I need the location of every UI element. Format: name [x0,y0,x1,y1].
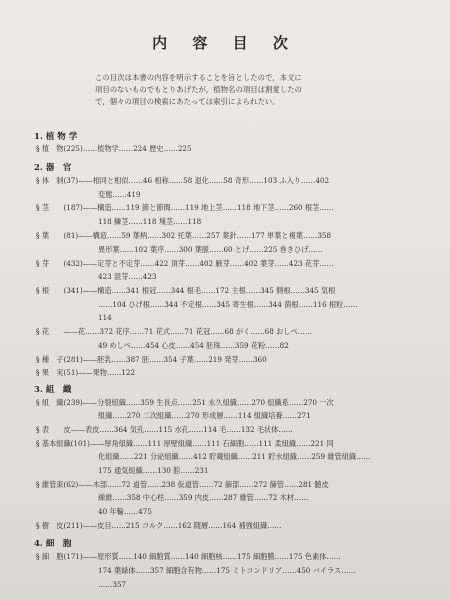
toc-entry: § 芽 (432)——定芽と不定芽……422 頂芽……402 腋芽……402 葉芽……423 花芽…… [36,259,334,268]
toc-entry-cont: 変態……419 [98,190,141,199]
toc-entry: § 組 織(239)——分裂組織……359 生長点……251 永久組織……270 組織系……270 一次 [36,398,334,407]
section-heading-botany: 1. 植 物 学 [34,132,78,142]
toc-entry: § 表 皮——表皮……364 気孔……115 水孔……114 毛……132 毛状体…… [36,425,293,434]
toc-entry-cont: 線維……358 中心柱……359 内皮……287 維管……72 木材…… [98,493,309,502]
intro-line: で，個々の項目の検索にあたっては索引によられたい。 [95,97,280,106]
intro-line: 項目のないものでもとりあげたが，植物名の項目は割愛したの [95,85,302,94]
section-heading-cells: 4. 細 胞 [34,539,72,549]
toc-entry: § 根 (341)——構造……341 根冠……344 根毛……172 主根……345 側根……345 気根 [36,286,336,295]
toc-entry: § 茎 (187)——構造……119 節と節間……119 地上茎……118 地下茎……260 根茎…… [36,203,334,212]
toc-entry-cont: 化組織……221 分泌組織……412 貯蔵組織……211 貯水組織……259 維管組織…… [98,452,371,461]
toc-entry: § 細 胞(171)——原形質……140 細胞質……140 細胞核……175 細胞膜……175 色素体…… [36,552,341,561]
toc-entry: § 樹 皮(211)——皮目……215 コルク……162 随層……164 補強組織…… [36,521,282,530]
toc-entry-cont: 49 めしべ……454 心皮……454 胚珠……359 花粉……82 [98,341,289,350]
toc-entry: § 維管束(62)——木部……72 道管……238 仮道管……72 篩部……272 篩管……281 髄皮 [36,480,329,489]
toc-entry: § 葉 (81)——構造……59 葉柄……302 托葉……257 葉針……177 単葉と複葉……358 [36,231,332,240]
toc-entry-cont: 175 通気組織……130 腔……231 [98,466,209,475]
toc-entry-cont: 40 年輪……475 [98,507,152,516]
section-heading-organs: 2. 器 官 [34,163,72,173]
toc-entry: § 基本組織(101)——厚角組織……111 厚壁組織……111 石細胞……111 柔組織……221 同 [36,439,334,448]
toc-entry-cont: 174 葉緑体……357 細胞含有物……175 ミトコンドリア……450 バイラス…… [98,566,356,575]
toc-entry: § 果 実(51)——果物……122 [36,368,136,377]
toc-entry: § 植 物(225)……植物学……224 歴史……225 [36,144,192,153]
intro-line: この目次は本書の内容を明示することを旨としたので，本文に [95,73,302,82]
toc-entry: § 種 子(281)——胚乳……387 胚……354 子葉……219 発芽……360 [36,355,267,364]
toc-entry-cont: 423 混芽……423 [98,272,157,281]
toc-entry-cont: ……104 ひげ根……344 不定根……345 寄生根……344 菌根……116 根粒…… [98,300,358,309]
toc-entry: § 花 ——花……372 花序……71 花式……71 花冠……68 がく……68 おしべ…… [36,327,313,336]
toc-entry-cont: ……357 [98,580,127,589]
toc-entry-cont: 異形葉……102 葉序……300 葉脈……60 とげ……225 巻きひげ…… [98,245,323,254]
intro-paragraph [95,72,395,108]
toc-entry-cont: 組織……270 二次組織……270 形成層……114 組織培養……271 [98,411,311,420]
toc-entry-cont: 114 [98,313,112,322]
page-title: 内 容 目 次 [152,34,298,52]
toc-entry: § 体 制(37)——相同と相似……46 相称……58 退化……58 奇形……103 ふ入り……402 [36,176,330,185]
toc-entry-cont: 118 鱗茎……118 塊茎……118 [98,217,202,226]
section-heading-tissues: 3. 組 織 [34,385,72,395]
